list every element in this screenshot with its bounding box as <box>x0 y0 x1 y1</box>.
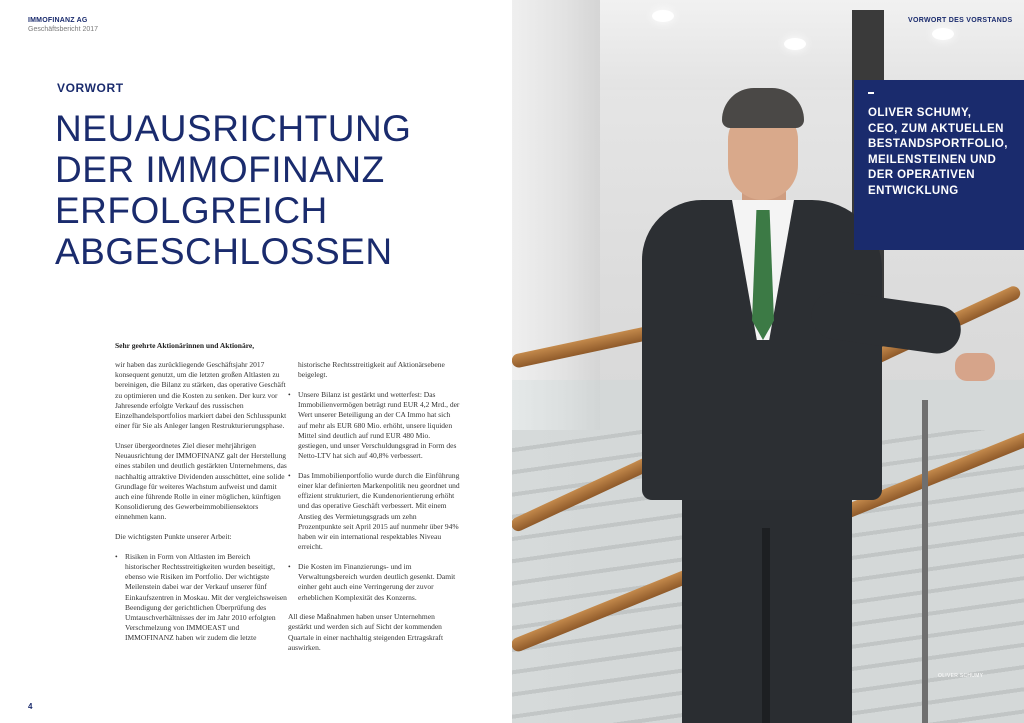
headline-line: NEUAUSRICHTUNG <box>55 108 412 149</box>
bullet-item: • Risiken in Form von Altlasten im Bereich historischer Rechtsstreitigkeiten wurden beseitigt, ebenso wie Risiken im Portfolio. Der wichtigste Meilenstein dabei war der Verkauf unserer fünf Einkaufszentren in Moskau. Mit der vergleichsweisen Beendigung der gerichtlichen Überprüfung des Umtauschverhältnisses der im Jahr 2010 erfolgten Verschmelzung von IMMOEAST und IMMOFINANZ haben wir zudem die letzte <box>115 552 287 644</box>
paragraph: Die wichtigsten Punkte unserer Arbeit: <box>115 532 232 542</box>
company-name: IMMOFINANZ AG <box>28 17 88 24</box>
right-page-photo <box>512 0 1024 723</box>
page-number: 4 <box>28 702 33 711</box>
bullet-item: • Das Immobilienportfolio wurde durch die Einführung einer klar definierten Markenpolitik neu geordnet und effizient strukturiert, die Kundenorientierung erhöht und das operative Geschäft verbessert. Mit einem Anstieg des Vermietungsgrads um zehn Prozentpunkte seit April 2015 auf nunmehr über 94% haben wir ein international respektables Niveau erreicht. <box>288 471 460 553</box>
paragraph: All diese Maßnahmen haben unser Unternehmen gestärkt und werden sich auf Sicht der kommenden Quartale in einer nachhaltig steigenden Ertragskraft auswirken. <box>288 612 444 652</box>
quote-box <box>854 80 1024 250</box>
paragraph: Unser übergeordnetes Ziel dieser mehrjährigen Neuausrichtung der IMMOFINANZ galt der Herstellung eines stabilen und deutlich gestärkten Unternehmens, das nachhaltig attraktive Dividenden ausschüttet, eine solide Grundlage für weiteres Wachstum aufweist und damit auch eine führende Rolle in einer möglichen, künftigen Konsolidierung des Gewerbeimmobiliensektors einnehmen kann. <box>115 440 287 522</box>
bullet-list <box>288 390 460 603</box>
paragraph: wir haben das zurückliegende Geschäftsjahr 2017 konsequent genutzt, um die letzten großen Altlasten zu bereinigen, die Bilanz zu stärken, das operative Geschäft zu optimieren und die Kosten zu senken. Der kurz vor Jahresende erfolgte Verkauf des russischen Einzelhandelsportfolios markiert dabei den Schlusspunkt einer für Sie als Anleger langen Restrukturierungsphase. <box>115 360 287 431</box>
ceiling-light <box>652 10 674 22</box>
hair <box>722 88 804 128</box>
quote-line: MEILENSTEINEN UND <box>868 153 997 166</box>
quote-dash <box>868 92 874 94</box>
bullet-item: • Die Kosten im Finanzierungs- und im Verwaltungsbereich wurden deutlich gesenkt. Damit einher geht auch eine Verringerung der zuvor erheblichen Komplexität des Konzerns. <box>288 562 460 603</box>
quote-line: ENTWICKLUNG <box>868 184 959 197</box>
headline <box>55 108 455 272</box>
headline-line: DER IMMOFINANZ <box>55 149 385 190</box>
section-label: VORWORT DES VORSTANDS <box>908 17 1013 24</box>
quote-line: DER OPERATIVEN <box>868 169 975 181</box>
quote-line: BESTANDSPORTFOLIO, <box>868 138 1008 150</box>
ceiling-light <box>784 38 806 50</box>
quote-line: CEO, ZUM AKTUELLEN <box>868 122 1004 135</box>
report-title: Geschäftsbericht 2017 <box>28 26 99 33</box>
rail-post <box>922 400 928 723</box>
bullet-item: • Unsere Bilanz ist gestärkt und wetterfest: Das Immobilienvermögen beträgt rund EUR 4,2 Mrd., der Wert unserer Beteiligung an der CA Immo hat sich auf mehr als EUR 680 Mio. erhöht, unsere liquiden Mittel sind deutlich auf rund EUR 480 Mio. gestiegen, und unser Verschuldungsgrad in Form des Netto-LTV hat sich auf 40,8% verbessert. <box>288 390 460 461</box>
photo-caption: OLIVER SCHUMY <box>938 673 984 679</box>
trousers <box>682 488 852 723</box>
bullet-list <box>115 552 287 644</box>
text-column-1 <box>115 360 287 653</box>
section-kicker: VORWORT <box>57 81 124 95</box>
quote-text <box>868 106 1018 199</box>
headline-line: ABGESCHLOSSEN <box>55 231 393 272</box>
ceiling-light <box>932 28 954 40</box>
headline-line: ERFOLGREICH <box>55 190 328 231</box>
salutation: Sehr geehrte Aktionärinnen und Aktionäre, <box>115 341 255 350</box>
quote-line: OLIVER SCHUMY, <box>868 107 972 119</box>
hand <box>955 353 995 381</box>
text-column-2 <box>288 360 460 663</box>
portrait-person <box>572 88 902 723</box>
paragraph: historische Rechtsstreitigkeit auf Aktionärsebene beigelegt. <box>298 360 445 380</box>
